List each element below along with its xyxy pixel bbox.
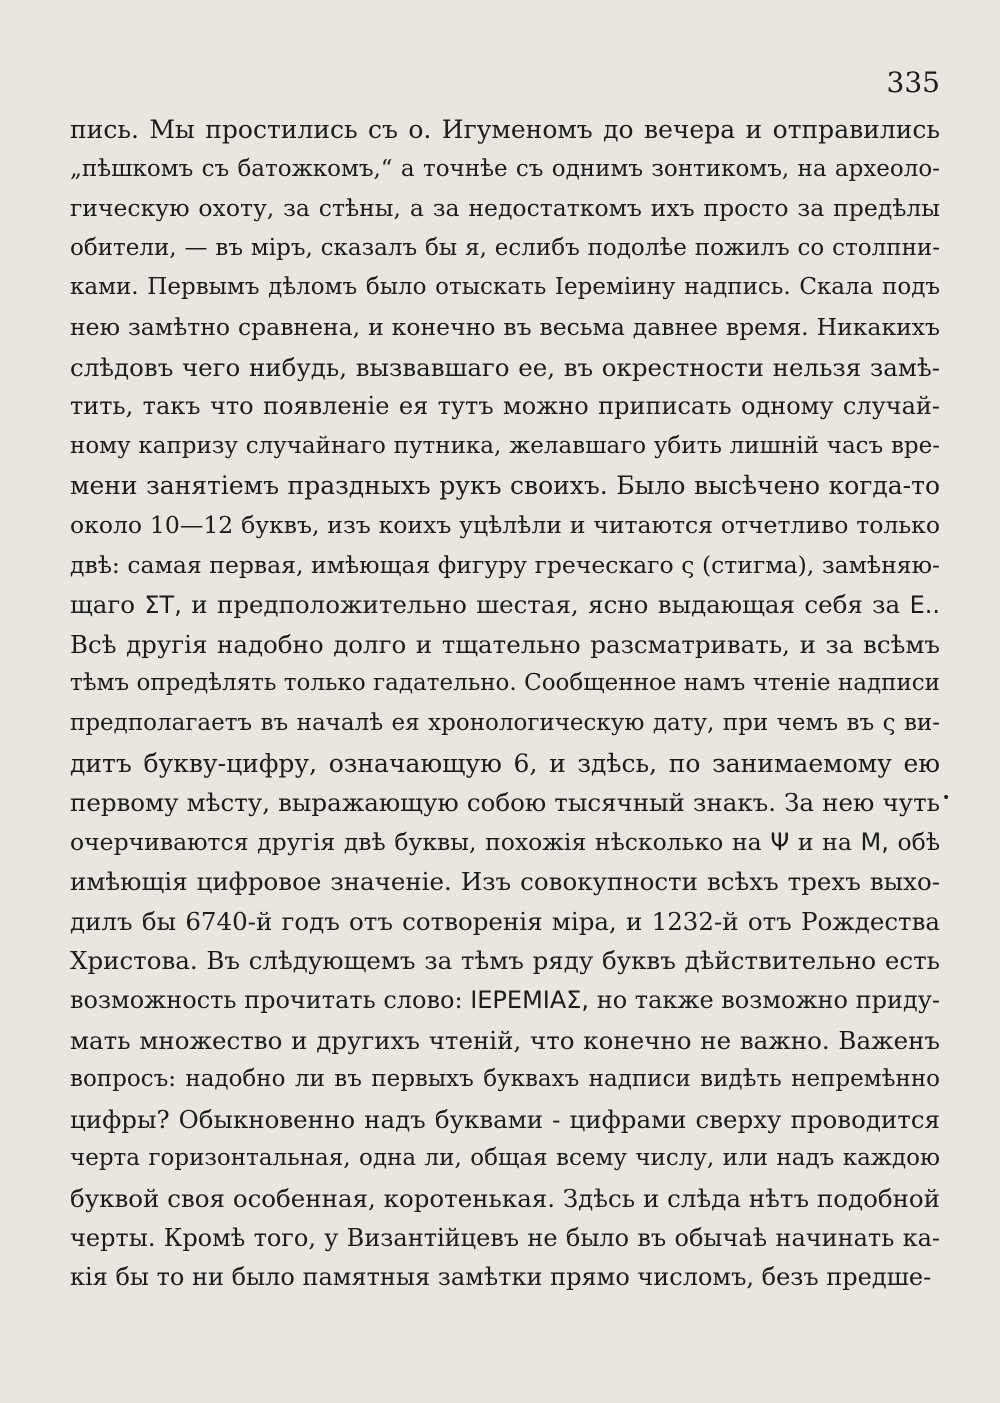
text-line: пись. Мы простились съ о. Игуменомъ до вечера и отправились <box>70 115 940 144</box>
text-line <box>70 585 940 625</box>
text-line: мени занятіемъ праздныхъ рукъ своихъ. Было высѣчено когда-то <box>70 471 940 501</box>
text-line: тить, такъ что появленіе ея тутъ можно приписать одному случай- <box>70 392 940 421</box>
text-line: „пѣшкомъ съ батожкомъ,“ а точнѣе съ однимъ зонтикомъ, на археоло- <box>70 155 940 182</box>
greek-letters: ΙΕΡΕΜΙΑΣ, <box>470 986 590 1015</box>
text-line: буквой своя особенная, коротенькая. Здѣсь и слѣда нѣтъ подобной <box>70 1184 940 1214</box>
text-line: дитъ букву-цифру, означающую 6, и здѣсь, по занимаемому ею <box>70 748 940 778</box>
text-fragment: очерчиваются другія двѣ буквы, похожія нѣсколько на <box>70 827 771 856</box>
text-line: Христова. Въ слѣдующемъ за тѣмъ ряду буквъ дѣйствительно есть <box>70 946 940 976</box>
text-line: черты. Кромѣ того, у Византійцевъ не было въ обычаѣ начинать ка- <box>70 1223 940 1252</box>
body-text <box>70 110 940 1298</box>
text-line: Всѣ другія надобно долго и тщательно разсматривать, и за всѣмъ <box>70 629 940 659</box>
text-line: обители, — въ міръ, сказалъ бы я, еслибъ подолѣе пожилъ со столпни- <box>70 234 940 261</box>
text-line: ному капризу случайнаго путника, желавшаго убить лишній часъ вре- <box>70 432 940 459</box>
text-line: имѣющія цифровое значеніе. Изъ совокупности всѣхъ трехъ выхо- <box>70 867 940 897</box>
text-fragment: и на <box>789 827 861 856</box>
text-line <box>70 823 940 863</box>
page-number: 335 <box>886 66 940 99</box>
text-line: ками. Первымъ дѣломъ было отыскать Іереміину надпись. Скала подъ <box>70 274 940 301</box>
text-line: дилъ бы 6740-й годъ отъ сотворенія міра, и 1232-й отъ Рождества <box>70 906 940 936</box>
text-line: гическую охоту, за стѣны, а за недостаткомъ ихъ просто за предѣлы <box>70 194 940 223</box>
text-fragment: и предположительно шестая, ясно выдающая себя за <box>181 590 910 620</box>
text-line: тѣмъ опредѣлять только гадательно. Сообщенное намъ чтеніе надписи <box>70 670 940 697</box>
text-line: нею замѣтно сравнена, и конечно въ весьма давнее время. Никакихъ <box>70 312 940 341</box>
text-line: кія бы то ни было памятныя замѣтки прямо числомъ, безъ предше- <box>70 1263 932 1292</box>
text-line: предполагаетъ въ началѣ ея хронологическую дату, при чемъ въ ς ви- <box>70 709 940 736</box>
text-line: около 10—12 буквъ, изъ коихъ уцѣлѣли и читаются отчетливо только <box>70 510 940 539</box>
greek-letters: Ψ <box>770 827 790 856</box>
text-line: черта горизонтальная, одна ли, общая всему числу, или надъ каждою <box>70 1145 940 1172</box>
greek-letters: Μ, <box>860 827 889 856</box>
text-line <box>70 981 940 1021</box>
text-line: первому мѣсту, выражающую собою тысячный знакъ. За нею чуть <box>70 788 940 818</box>
text-line: мать множество и другихъ чтеній, что конечно не важно. Важенъ <box>70 1025 940 1055</box>
text-line: цифры? Обыкновенно надъ буквами - цифрами сверху проводится <box>70 1104 940 1134</box>
text-line: двѣ: самая первая, имѣющая фигуру греческаго ς (стигма), замѣняю- <box>70 550 940 579</box>
margin-mark: • <box>942 790 951 806</box>
text-fragment: но также возможно приду- <box>589 986 940 1015</box>
text-line: слѣдовъ чего нибудь, вызвавшаго ее, въ окрестности нельзя замѣ- <box>70 352 940 382</box>
text-fragment: щаго <box>70 590 145 620</box>
text-fragment: возможность прочитать слово: <box>70 986 471 1015</box>
text-fragment: обѣ <box>888 827 940 856</box>
greek-letters: Ε.. <box>909 591 940 620</box>
greek-letters: ΣΤ, <box>144 591 182 620</box>
text-line: вопросъ: надобно ли въ первыхъ буквахъ надписи видѣть непремѣнно <box>70 1066 940 1093</box>
